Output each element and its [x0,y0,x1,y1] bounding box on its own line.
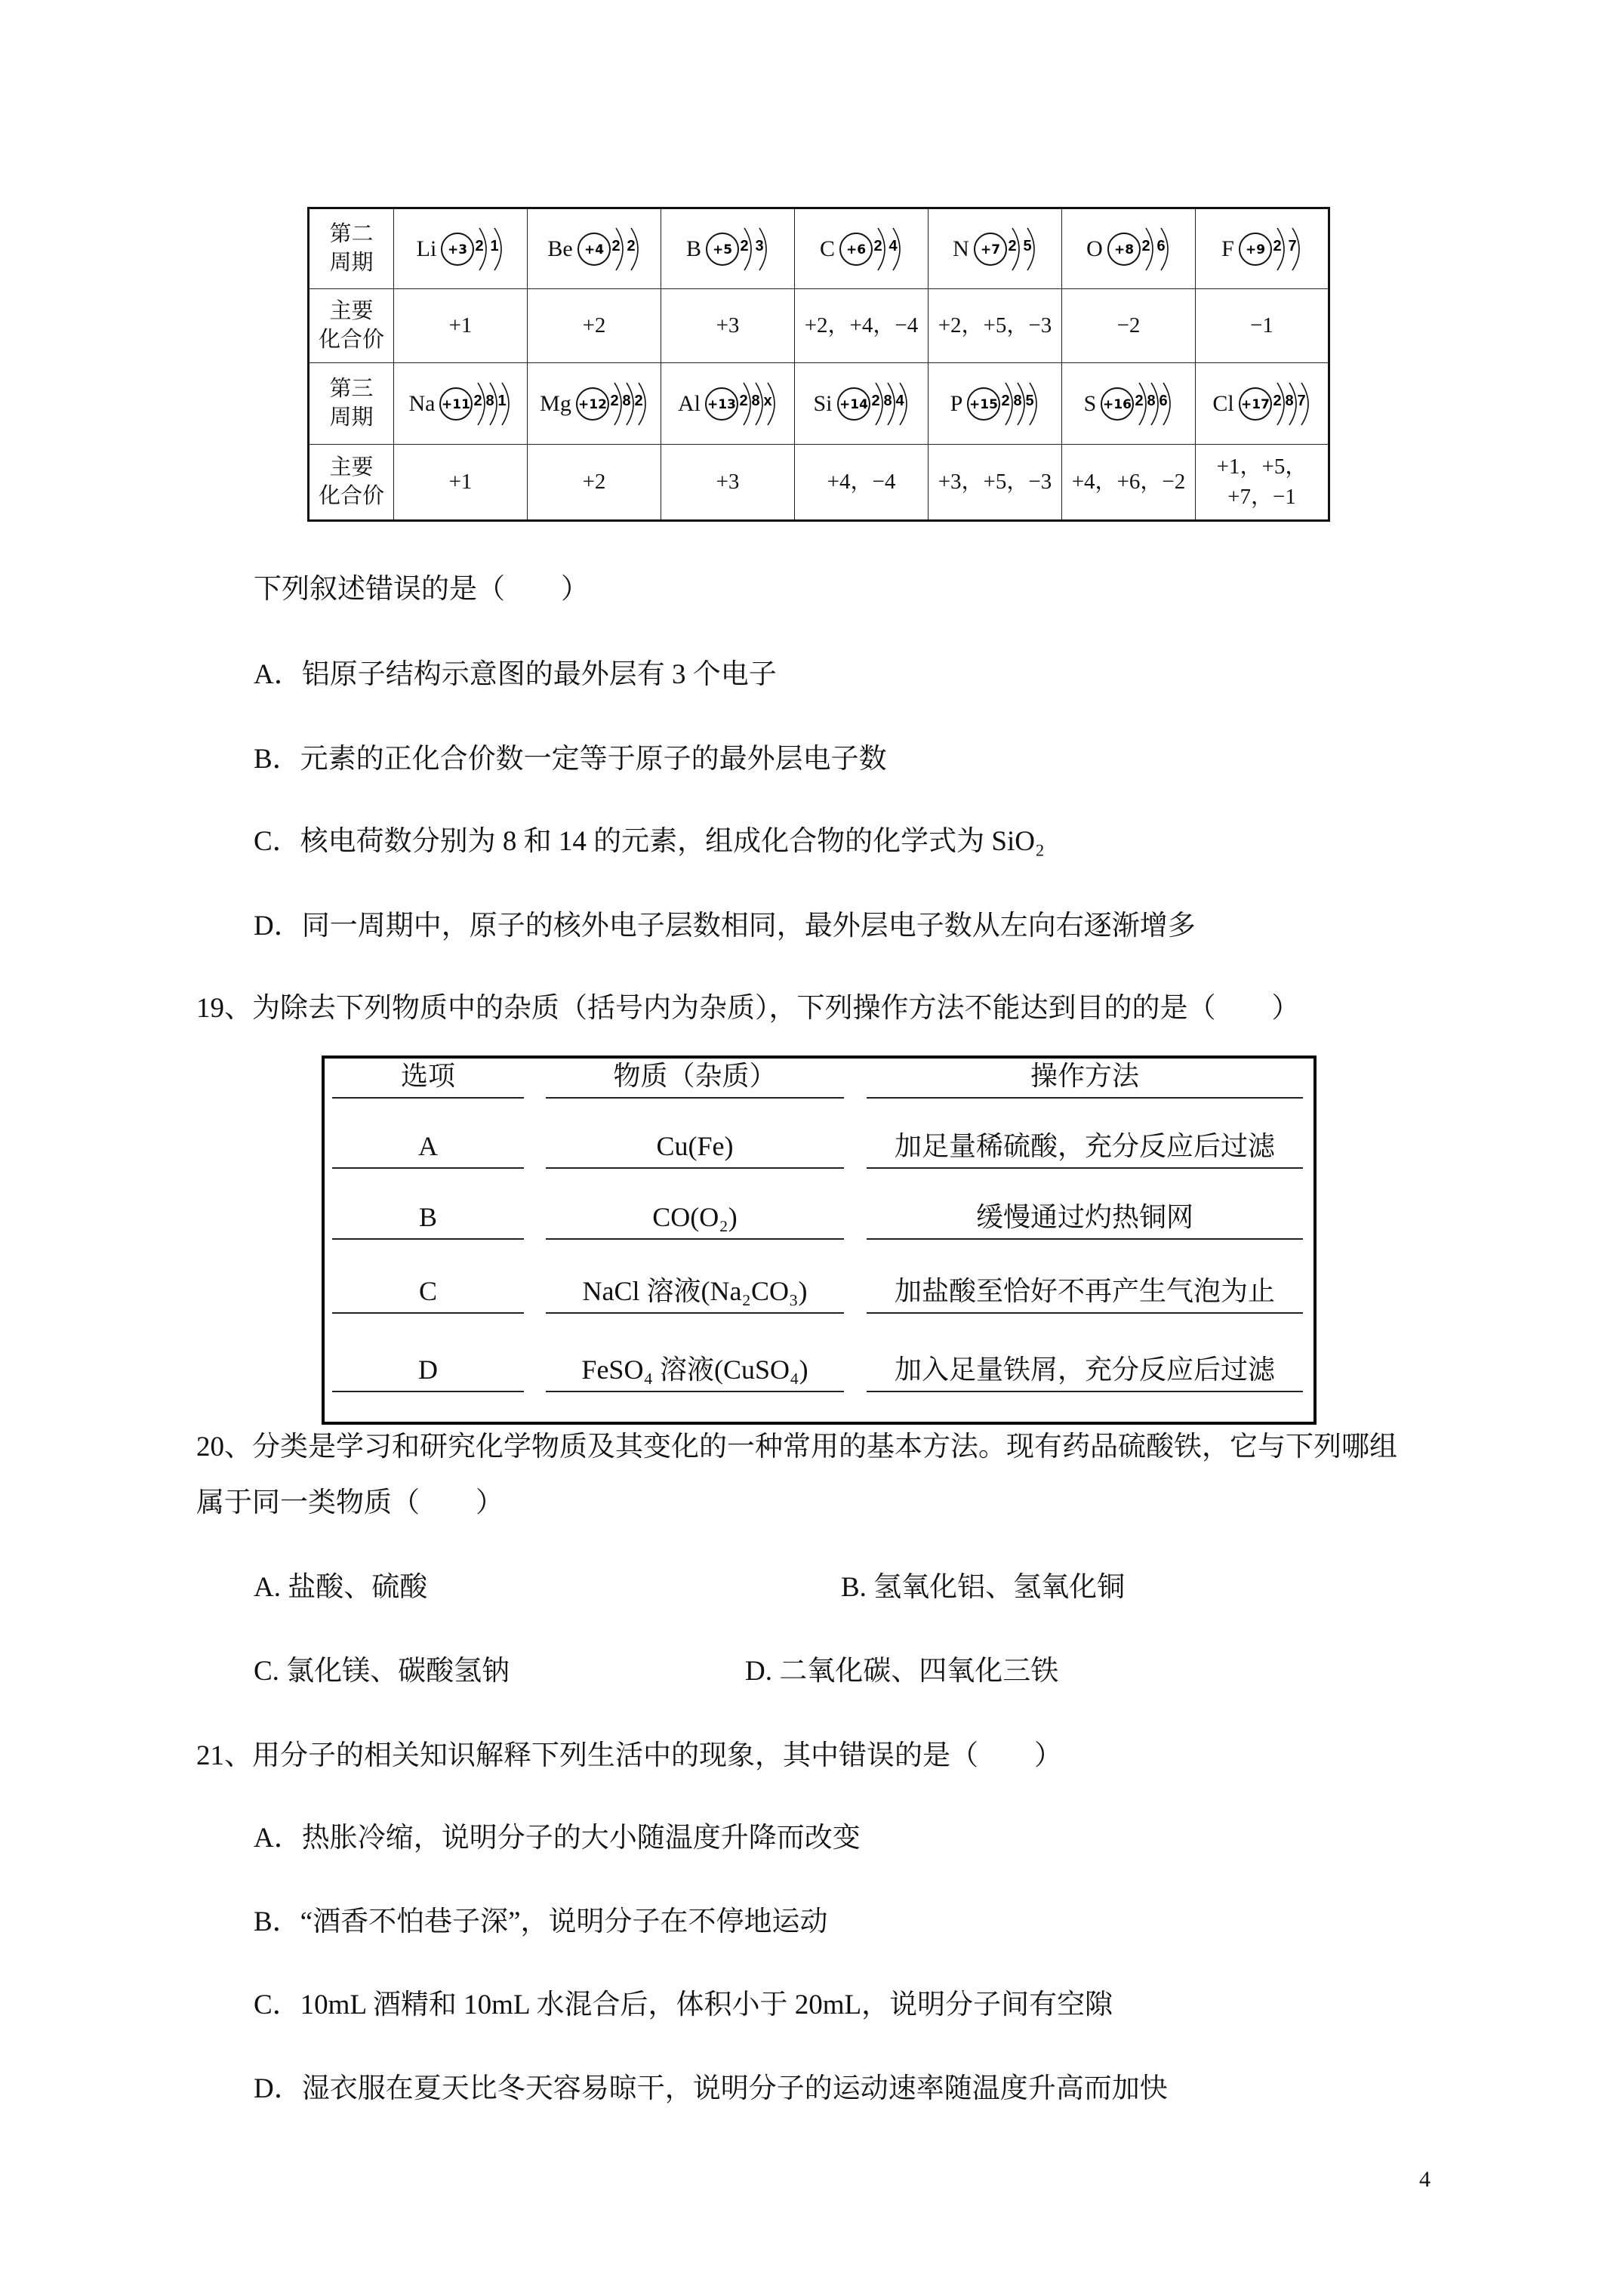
q18-option-b: B．元素的正化合价数一定等于原子的最外层电子数 [254,744,887,775]
shell-electron-count: 8 [1147,392,1156,409]
valence-value: +4，+6，−2 [1062,445,1196,521]
atom-diagram [795,374,928,434]
method-cell: 缓慢通过灼热铜网 [867,1169,1303,1240]
atom-structure-diagram [704,219,769,279]
nuclear-charge: +13 [707,396,736,412]
shell-electron-count: 8 [485,392,495,409]
method-cell: 加足量稀硫酸，充分反应后过滤 [867,1099,1303,1169]
shell-electron-count: 7 [1297,392,1306,409]
shell-electron-count: 1 [490,237,499,254]
element-symbol: Mg [540,390,571,416]
shell-electron-count: 8 [1013,392,1022,409]
atom-structure-cell [1196,208,1329,289]
period-row [309,208,1329,289]
shell-electron-count: 6 [1156,237,1166,254]
element-symbol: Al [678,390,701,416]
valence-value: +1，+5， +7，−1 [1196,445,1329,521]
valence-value: +2 [528,445,661,521]
shell-electron-count: 2 [1135,392,1144,409]
q21-option-c: C．10mL 酒精和 10mL 水混合后，体积小于 20mL，说明分子间有空隙 [254,1989,1113,2020]
atom-diagram [394,374,527,434]
element-symbol: F [1221,236,1234,261]
q18-option-c: C．核电荷数分别为 8 和 14 的元素，组成化合物的化学式为 SiO₂ [254,826,1045,857]
period-row [309,363,1329,445]
valence-value: +2，+4，−4 [795,289,929,363]
table-header-row [325,1059,1313,1099]
atom-structure-cell [394,363,528,445]
valence-value: +3，+5，−3 [929,445,1062,521]
atom-diagram [1062,374,1195,434]
element-symbol: O [1086,236,1103,261]
shell-electron-count: 2 [1273,237,1282,254]
nuclear-charge: +9 [1245,242,1265,257]
substance-cell: NaCl 溶液(Na₂CO₃) [546,1240,844,1314]
element-symbol: Cl [1212,390,1234,416]
atom-structure-cell [795,208,929,289]
shell-electron-count: 2 [634,392,643,409]
q20-option-b: B. 氢氧化铝、氢氧化铜 [841,1572,1126,1603]
atom-diagram [661,219,794,279]
atom-structure-diagram [439,219,504,279]
nuclear-charge: +4 [584,242,604,257]
nuclear-charge: +15 [969,396,999,412]
period-label: 第三 周期 [309,363,394,445]
atom-structure-cell [1062,208,1196,289]
element-symbol: Be [547,236,573,261]
header-option: 选项 [332,1059,524,1099]
atom-structure-diagram [574,374,648,434]
valence-value: +1 [394,289,528,363]
element-symbol: B [685,236,701,261]
option-cell: A [332,1099,524,1169]
method-cell: 加盐酸至恰好不再产生气泡为止 [867,1240,1303,1314]
atom-diagram [929,374,1061,434]
shell-electron-count: 1 [497,392,507,409]
shell-electron-count: 8 [882,392,892,409]
page-number: 4 [1419,2167,1431,2192]
shell-electron-count: 6 [1159,392,1168,409]
element-symbol: Li [416,236,437,261]
shell-electron-count: 2 [1001,392,1010,409]
atom-diagram [528,219,661,279]
valence-value: −2 [1062,289,1196,363]
q21-option-a: A．热胀冷缩，说明分子的大小随温度升降而改变 [254,1823,861,1854]
atom-structure-diagram [1237,219,1302,279]
shell-electron-count: 7 [1288,237,1297,254]
table-row [325,1099,1313,1169]
valence-label: 主要 化合价 [309,289,394,363]
atom-structure-cell [1196,363,1329,445]
shell-electron-count: 2 [1008,237,1017,254]
substance-cell: FeSO₄ 溶液(CuSO₄) [546,1314,844,1392]
element-symbol: N [953,236,969,261]
nuclear-charge: +3 [448,242,468,257]
header-method: 操作方法 [867,1059,1303,1099]
period-label: 第二 周期 [309,208,394,289]
atom-structure-cell [528,208,661,289]
header-substance: 物质（杂质） [546,1059,844,1099]
atom-structure-cell [528,363,661,445]
q20-option-d: D. 二氧化碳、四氧化三铁 [745,1656,1059,1687]
shell-electron-count: 2 [870,392,880,409]
nuclear-charge: +11 [442,396,471,412]
valence-value: +2，+5，−3 [929,289,1062,363]
atom-structure-diagram [1099,374,1173,434]
method-cell: 加入足量铁屑，充分反应后过滤 [867,1314,1303,1392]
element-structure-table-body [309,208,1329,521]
valence-value: +4，−4 [795,445,929,521]
element-symbol: S [1083,390,1097,416]
shell-electron-count: 8 [1285,392,1294,409]
shell-electron-count: 8 [751,392,760,409]
valence-value: +1 [394,445,528,521]
atom-structure-cell [661,208,795,289]
q20-option-a: A. 盐酸、硫酸 [254,1572,428,1603]
atom-structure-diagram [704,374,778,434]
valence-row [309,289,1329,363]
substance-cell: CO(O₂) [546,1169,844,1240]
atom-structure-cell [795,363,929,445]
table-row [325,1314,1313,1392]
shell-electron-count: 2 [739,392,748,409]
atom-diagram [1062,219,1195,279]
nuclear-charge: +8 [1113,242,1134,257]
substance-cell: Cu(Fe) [546,1099,844,1169]
shell-electron-count: 3 [755,237,764,254]
nuclear-charge: +6 [845,242,867,257]
atom-structure-diagram [1106,219,1171,279]
element-symbol: Si [813,390,833,416]
shell-electron-count: 2 [740,237,749,254]
shell-electron-count: 2 [475,237,484,254]
nuclear-charge: +17 [1240,396,1270,412]
shell-electron-count: 2 [610,392,619,409]
atom-diagram [528,374,661,434]
shell-electron-count: x [763,392,772,409]
element-structure-table [307,207,1330,522]
shell-electron-count: 8 [622,392,631,409]
atom-diagram [1196,374,1328,434]
q21-option-d: D．湿衣服在夏天比冬天容易晾干，说明分子的运动速率随温度升高而加快 [254,2073,1168,2104]
valence-value: +2 [528,289,661,363]
option-cell: C [332,1240,524,1314]
table-row [325,1169,1313,1240]
shell-electron-count: 2 [1273,392,1282,409]
shell-electron-count: 5 [1025,392,1034,409]
option-cell: D [332,1314,524,1392]
q20-stem-line-2: 属于同一类物质（ ） [196,1487,504,1518]
shell-electron-count: 2 [873,237,882,254]
shell-electron-count: 4 [888,237,898,254]
atom-structure-cell [929,208,1062,289]
shell-electron-count: 5 [1023,237,1032,254]
atom-structure-cell [929,363,1062,445]
purification-methods-table [322,1056,1317,1425]
q20-option-c: C. 氯化镁、碳酸氢钠 [254,1656,510,1687]
atom-structure-cell [1062,363,1196,445]
atom-structure-diagram [438,374,512,434]
valence-value: +3 [661,289,795,363]
valence-label: 主要 化合价 [309,445,394,521]
atom-structure-cell [394,208,528,289]
q18-option-a: A．铝原子结构示意图的最外层有 3 个电子 [254,659,777,690]
valence-row [309,445,1329,521]
shell-electron-count: 4 [895,392,904,409]
shell-electron-count: 2 [473,392,483,409]
q18-option-d: D．同一周期中，原子的核外电子层数相同，最外层电子数从左向右逐渐增多 [254,911,1196,942]
element-symbol: C [819,236,835,261]
atom-structure-diagram [1237,374,1311,434]
atom-structure-diagram [965,374,1039,434]
nuclear-charge: +5 [712,242,733,257]
nuclear-charge: +14 [839,396,868,412]
atom-structure-diagram [576,219,641,279]
atom-structure-diagram [836,374,910,434]
q19-stem: 19、为除去下列物质中的杂质（括号内为杂质），下列操作方法不能达到目的的是（ ） [196,993,1300,1024]
shell-electron-count: 2 [627,237,636,254]
element-symbol: Na [408,390,436,416]
shell-electron-count: 2 [611,237,621,254]
element-symbol: P [950,390,963,416]
nuclear-charge: +16 [1103,396,1132,412]
nuclear-charge: +12 [577,396,607,412]
atom-diagram [795,219,928,279]
atom-diagram [929,219,1061,279]
q18-stem: 下列叙述错误的是（ ） [254,574,589,605]
nuclear-charge: +7 [980,242,1000,257]
atom-structure-cell [661,363,795,445]
q20-stem-line-1: 20、分类是学习和研究化学物质及其变化的一种常用的基本方法。现有药品硫酸铁，它与下列哪组 [196,1432,1397,1462]
option-cell: B [332,1169,524,1240]
table-row [325,1240,1313,1314]
valence-value: −1 [1196,289,1329,363]
atom-diagram [661,374,794,434]
shell-electron-count: 2 [1141,237,1150,254]
atom-structure-diagram [972,219,1037,279]
q21-stem: 21、用分子的相关知识解释下列生活中的现象，其中错误的是（ ） [196,1740,1062,1771]
atom-diagram [1196,219,1328,279]
valence-value: +3 [661,445,795,521]
q21-option-b: B．“酒香不怕巷子深”，说明分子在不停地运动 [254,1906,828,1937]
atom-structure-diagram [838,219,903,279]
atom-diagram [394,219,527,279]
